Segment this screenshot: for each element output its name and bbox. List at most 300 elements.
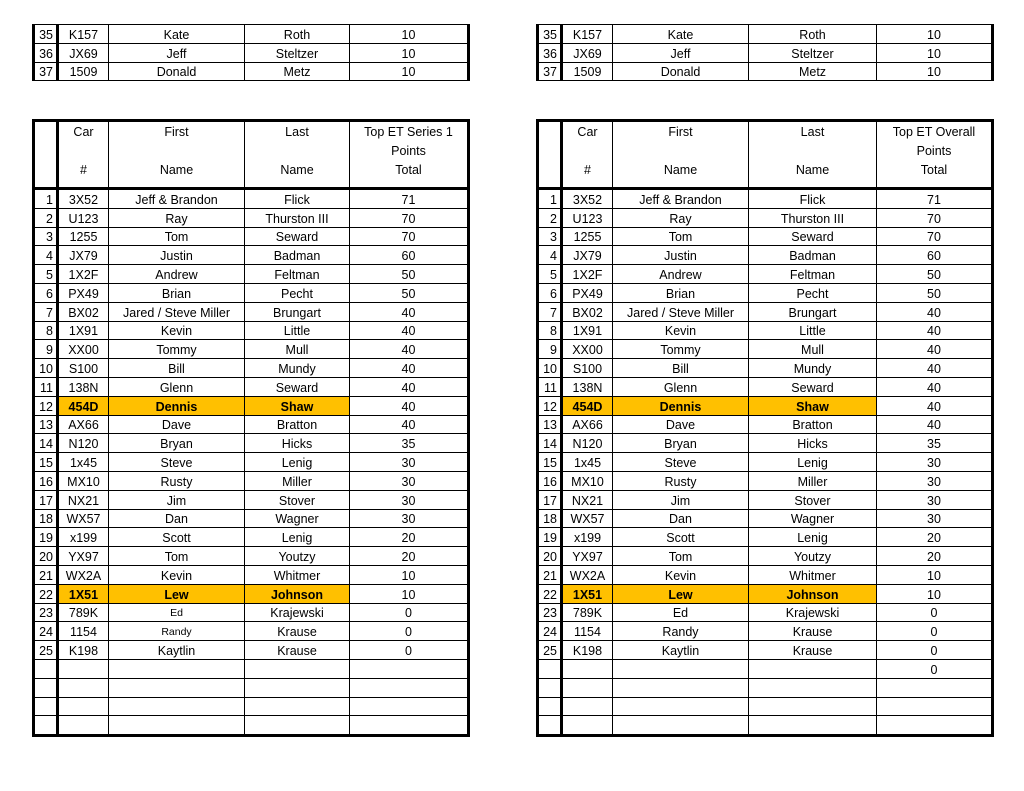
last-name: Shaw — [245, 396, 350, 415]
points-total — [350, 716, 469, 736]
first-name: Tom — [613, 227, 749, 246]
car-number: K198 — [58, 641, 109, 660]
table-row — [538, 490, 993, 509]
first-name: Donald — [613, 62, 749, 81]
last-name: Lenig — [245, 528, 350, 547]
points-total — [350, 678, 469, 697]
top-table-right — [536, 24, 994, 81]
first-name: Randy — [613, 622, 749, 641]
first-name — [613, 659, 749, 678]
car-number: NX21 — [562, 490, 613, 509]
row-number: 10 — [34, 359, 58, 378]
row-number — [538, 716, 562, 736]
points-total: 40 — [877, 415, 993, 434]
car-number: JX79 — [58, 246, 109, 265]
first-name: Lew — [109, 584, 245, 603]
row-number: 37 — [34, 62, 58, 81]
car-number: S100 — [562, 359, 613, 378]
last-name: Bratton — [749, 415, 877, 434]
row-number: 36 — [538, 43, 562, 62]
car-number — [562, 697, 613, 716]
first-name: Bryan — [109, 434, 245, 453]
header-car: Car # — [58, 121, 109, 189]
empty-row — [34, 697, 469, 716]
last-name: Metz — [245, 62, 350, 81]
points-total: 50 — [350, 265, 469, 284]
car-number: 1154 — [562, 622, 613, 641]
first-name: Dan — [109, 509, 245, 528]
empty-row — [34, 678, 469, 697]
points-total — [350, 697, 469, 716]
table-row — [538, 547, 993, 566]
car-number: N120 — [562, 434, 613, 453]
points-total: 0 — [350, 622, 469, 641]
first-name: Jeff — [613, 43, 749, 62]
points-total: 71 — [350, 189, 469, 209]
points-total: 50 — [877, 265, 993, 284]
table-row — [538, 622, 993, 641]
table-row — [538, 377, 993, 396]
last-name: Lenig — [749, 528, 877, 547]
row-number: 5 — [34, 265, 58, 284]
header-last-name: Last Name — [749, 121, 877, 189]
table-row — [34, 396, 469, 415]
points-total: 40 — [350, 396, 469, 415]
first-name — [613, 697, 749, 716]
first-name: Rusty — [613, 471, 749, 490]
points-total: 40 — [877, 396, 993, 415]
points-total: 10 — [877, 584, 993, 603]
table-row — [538, 265, 993, 284]
car-number: YX97 — [562, 547, 613, 566]
car-number: U123 — [562, 208, 613, 227]
row-number: 18 — [34, 509, 58, 528]
first-name: Ray — [109, 208, 245, 227]
header-points-total: Top ET Series 1 Points Total — [350, 121, 469, 189]
row-number: 7 — [34, 302, 58, 321]
car-number: MX10 — [58, 471, 109, 490]
car-number: 789K — [58, 603, 109, 622]
first-name — [613, 678, 749, 697]
first-name: Ed — [613, 603, 749, 622]
row-number: 17 — [34, 490, 58, 509]
points-total: 40 — [877, 340, 993, 359]
car-number: NX21 — [58, 490, 109, 509]
points-total: 40 — [877, 359, 993, 378]
car-number: WX2A — [58, 565, 109, 584]
last-name: Steltzer — [749, 43, 877, 62]
points-total — [877, 716, 993, 736]
first-name: Dave — [613, 415, 749, 434]
header-first-name: First Name — [613, 121, 749, 189]
points-total: 50 — [350, 283, 469, 302]
row-number: 21 — [34, 565, 58, 584]
table-row — [538, 415, 993, 434]
points-total: 40 — [877, 302, 993, 321]
table-row — [538, 453, 993, 472]
car-number: 1X2F — [58, 265, 109, 284]
last-name: Krajewski — [245, 603, 350, 622]
last-name: Mull — [245, 340, 350, 359]
row-number — [34, 697, 58, 716]
points-total: 30 — [877, 471, 993, 490]
first-name: Rusty — [109, 471, 245, 490]
last-name: Feltman — [245, 265, 350, 284]
last-name — [749, 659, 877, 678]
row-number: 16 — [538, 471, 562, 490]
first-name — [613, 716, 749, 736]
row-number: 37 — [538, 62, 562, 81]
first-name: Ray — [613, 208, 749, 227]
first-name: Randy — [109, 622, 245, 641]
first-name: Steve — [613, 453, 749, 472]
header-car: Car # — [562, 121, 613, 189]
points-total: 20 — [350, 528, 469, 547]
points-total: 71 — [877, 189, 993, 209]
car-number: 1X51 — [58, 584, 109, 603]
row-number: 1 — [34, 189, 58, 209]
car-number: 1255 — [58, 227, 109, 246]
table-row — [34, 509, 469, 528]
table-row — [34, 359, 469, 378]
last-name: Thurston III — [245, 208, 350, 227]
row-number — [538, 678, 562, 697]
car-number: 454D — [562, 396, 613, 415]
car-number: 1X2F — [562, 265, 613, 284]
empty-row — [34, 716, 469, 736]
car-number — [562, 659, 613, 678]
first-name: Andrew — [109, 265, 245, 284]
car-number: K198 — [562, 641, 613, 660]
points-total: 60 — [877, 246, 993, 265]
car-number: 138N — [58, 377, 109, 396]
table-row — [538, 227, 993, 246]
last-name: Miller — [245, 471, 350, 490]
points-total: 50 — [877, 283, 993, 302]
last-name: Hicks — [245, 434, 350, 453]
points-total: 40 — [350, 415, 469, 434]
row-number: 25 — [34, 641, 58, 660]
last-name: Miller — [749, 471, 877, 490]
table-row — [34, 434, 469, 453]
row-number: 3 — [34, 227, 58, 246]
table-row — [34, 321, 469, 340]
last-name: Krause — [749, 641, 877, 660]
points-total: 60 — [350, 246, 469, 265]
header-blank — [538, 121, 562, 189]
first-name: Tom — [613, 547, 749, 566]
row-number: 7 — [538, 302, 562, 321]
car-number: U123 — [58, 208, 109, 227]
table-row — [34, 189, 469, 209]
first-name — [109, 697, 245, 716]
first-name: Brian — [109, 283, 245, 302]
points-total: 10 — [350, 43, 469, 62]
table-row — [538, 25, 993, 44]
first-name: Jeff — [109, 43, 245, 62]
row-number — [34, 678, 58, 697]
standings-table-overall — [536, 119, 994, 737]
row-number: 14 — [538, 434, 562, 453]
last-name: Youtzy — [245, 547, 350, 566]
car-number: 3X52 — [562, 189, 613, 209]
table-row — [34, 471, 469, 490]
row-number: 6 — [34, 283, 58, 302]
table-row — [34, 227, 469, 246]
points-total — [877, 697, 993, 716]
last-name: Seward — [749, 227, 877, 246]
first-name: Jared / Steve Miller — [109, 302, 245, 321]
first-name: Scott — [109, 528, 245, 547]
last-name: Bratton — [245, 415, 350, 434]
points-total — [350, 659, 469, 678]
last-name: Roth — [749, 25, 877, 44]
points-total: 70 — [350, 208, 469, 227]
points-total: 30 — [877, 490, 993, 509]
first-name: Bryan — [613, 434, 749, 453]
first-name: Steve — [109, 453, 245, 472]
row-number: 35 — [538, 25, 562, 44]
table-row — [34, 584, 469, 603]
points-total: 0 — [877, 603, 993, 622]
last-name: Pecht — [749, 283, 877, 302]
car-number: 138N — [562, 377, 613, 396]
points-total: 10 — [877, 25, 993, 44]
last-name: Badman — [749, 246, 877, 265]
row-number: 10 — [538, 359, 562, 378]
table-row — [34, 25, 469, 44]
row-number: 16 — [34, 471, 58, 490]
points-total: 40 — [877, 377, 993, 396]
points-total: 40 — [350, 302, 469, 321]
row-number: 23 — [34, 603, 58, 622]
table-row — [34, 622, 469, 641]
points-total: 70 — [350, 227, 469, 246]
last-name: Roth — [245, 25, 350, 44]
points-total: 20 — [877, 547, 993, 566]
first-name: Justin — [613, 246, 749, 265]
table-row — [34, 302, 469, 321]
car-number: 1154 — [58, 622, 109, 641]
row-number: 11 — [34, 377, 58, 396]
last-name: Wagner — [749, 509, 877, 528]
table-row — [538, 208, 993, 227]
table-row — [34, 490, 469, 509]
first-name: Lew — [613, 584, 749, 603]
points-total: 0 — [350, 603, 469, 622]
car-number: 1509 — [58, 62, 109, 81]
car-number: PX49 — [562, 283, 613, 302]
car-number: AX66 — [58, 415, 109, 434]
last-name: Steltzer — [245, 43, 350, 62]
last-name: Hicks — [749, 434, 877, 453]
last-name: Mundy — [245, 359, 350, 378]
first-name: Ed — [109, 603, 245, 622]
header-blank — [34, 121, 58, 189]
car-number: 1x45 — [562, 453, 613, 472]
first-name: Dan — [613, 509, 749, 528]
table-row — [34, 377, 469, 396]
car-number: K157 — [58, 25, 109, 44]
table-row — [34, 641, 469, 660]
last-name: Little — [245, 321, 350, 340]
points-total: 10 — [877, 565, 993, 584]
table-row — [538, 641, 993, 660]
first-name — [109, 716, 245, 736]
table-row — [538, 565, 993, 584]
table-row — [34, 62, 469, 81]
last-name: Flick — [749, 189, 877, 209]
row-number: 14 — [34, 434, 58, 453]
car-number: PX49 — [58, 283, 109, 302]
first-name: Tom — [109, 547, 245, 566]
last-name: Brungart — [245, 302, 350, 321]
row-number: 21 — [538, 565, 562, 584]
top-table-left — [32, 24, 470, 81]
first-name: Justin — [109, 246, 245, 265]
points-total: 10 — [350, 565, 469, 584]
row-number: 20 — [538, 547, 562, 566]
car-number: BX02 — [562, 302, 613, 321]
table-row — [538, 62, 993, 81]
first-name: Jeff & Brandon — [109, 189, 245, 209]
table-row — [34, 43, 469, 62]
car-number: 789K — [562, 603, 613, 622]
car-number: XX00 — [562, 340, 613, 359]
points-total: 10 — [877, 62, 993, 81]
row-number: 20 — [34, 547, 58, 566]
table-row — [34, 265, 469, 284]
car-number: WX57 — [562, 509, 613, 528]
car-number: 1x45 — [58, 453, 109, 472]
row-number: 9 — [538, 340, 562, 359]
last-name — [245, 678, 350, 697]
table-row — [538, 359, 993, 378]
last-name: Stover — [749, 490, 877, 509]
row-number: 12 — [34, 396, 58, 415]
last-name: Mull — [749, 340, 877, 359]
table-row — [34, 453, 469, 472]
row-number: 2 — [538, 208, 562, 227]
row-number — [538, 659, 562, 678]
first-name: Jared / Steve Miller — [613, 302, 749, 321]
first-name: Jeff & Brandon — [613, 189, 749, 209]
car-number: MX10 — [562, 471, 613, 490]
header-points-total: Top ET Overall Points Total — [877, 121, 993, 189]
car-number: JX79 — [562, 246, 613, 265]
header-first-name: First Name — [109, 121, 245, 189]
row-number: 15 — [538, 453, 562, 472]
points-total: 10 — [350, 584, 469, 603]
first-name: Jim — [613, 490, 749, 509]
row-number — [538, 697, 562, 716]
last-name: Feltman — [749, 265, 877, 284]
car-number: x199 — [58, 528, 109, 547]
last-name: Flick — [245, 189, 350, 209]
table-row — [538, 340, 993, 359]
last-name: Brungart — [749, 302, 877, 321]
points-total: 30 — [350, 453, 469, 472]
points-total: 10 — [877, 43, 993, 62]
points-total: 30 — [877, 453, 993, 472]
last-name — [749, 716, 877, 736]
row-number: 23 — [538, 603, 562, 622]
first-name: Kevin — [109, 565, 245, 584]
car-number: 1X91 — [58, 321, 109, 340]
last-name: Krause — [749, 622, 877, 641]
table-row — [34, 283, 469, 302]
last-name: Stover — [245, 490, 350, 509]
table-row — [538, 584, 993, 603]
row-number: 9 — [34, 340, 58, 359]
table-row — [538, 434, 993, 453]
last-name: Krajewski — [749, 603, 877, 622]
row-number: 13 — [538, 415, 562, 434]
table-row — [538, 189, 993, 209]
row-number — [34, 716, 58, 736]
first-name: Tommy — [109, 340, 245, 359]
first-name: Donald — [109, 62, 245, 81]
last-name: Pecht — [245, 283, 350, 302]
car-number: 1X51 — [562, 584, 613, 603]
first-name: Glenn — [613, 377, 749, 396]
last-name: Krause — [245, 641, 350, 660]
first-name: Kaytlin — [613, 641, 749, 660]
table-row — [538, 321, 993, 340]
car-number: 1255 — [562, 227, 613, 246]
row-number: 4 — [34, 246, 58, 265]
last-name: Thurston III — [749, 208, 877, 227]
empty-row — [34, 659, 469, 678]
first-name: Tommy — [613, 340, 749, 359]
car-number — [58, 659, 109, 678]
last-name: Lenig — [245, 453, 350, 472]
car-number: 1X91 — [562, 321, 613, 340]
table-row — [34, 415, 469, 434]
points-total: 30 — [350, 490, 469, 509]
first-name: Jim — [109, 490, 245, 509]
row-number: 5 — [538, 265, 562, 284]
car-number — [562, 716, 613, 736]
table-row — [34, 208, 469, 227]
car-number: JX69 — [562, 43, 613, 62]
table-row — [538, 246, 993, 265]
table-row — [538, 396, 993, 415]
car-number: JX69 — [58, 43, 109, 62]
last-name: Youtzy — [749, 547, 877, 566]
car-number: XX00 — [58, 340, 109, 359]
table-row — [538, 528, 993, 547]
points-total: 0 — [877, 659, 993, 678]
row-number: 8 — [34, 321, 58, 340]
car-number: N120 — [58, 434, 109, 453]
points-total: 70 — [877, 227, 993, 246]
car-number — [562, 678, 613, 697]
row-number: 1 — [538, 189, 562, 209]
points-total: 0 — [350, 641, 469, 660]
table-row — [34, 528, 469, 547]
empty-row — [538, 716, 993, 736]
last-name: Krause — [245, 622, 350, 641]
points-total: 10 — [350, 25, 469, 44]
row-number: 12 — [538, 396, 562, 415]
last-name: Metz — [749, 62, 877, 81]
header-row — [538, 121, 993, 189]
last-name: Badman — [245, 246, 350, 265]
points-total: 20 — [877, 528, 993, 547]
header-row — [34, 121, 469, 189]
row-number: 4 — [538, 246, 562, 265]
